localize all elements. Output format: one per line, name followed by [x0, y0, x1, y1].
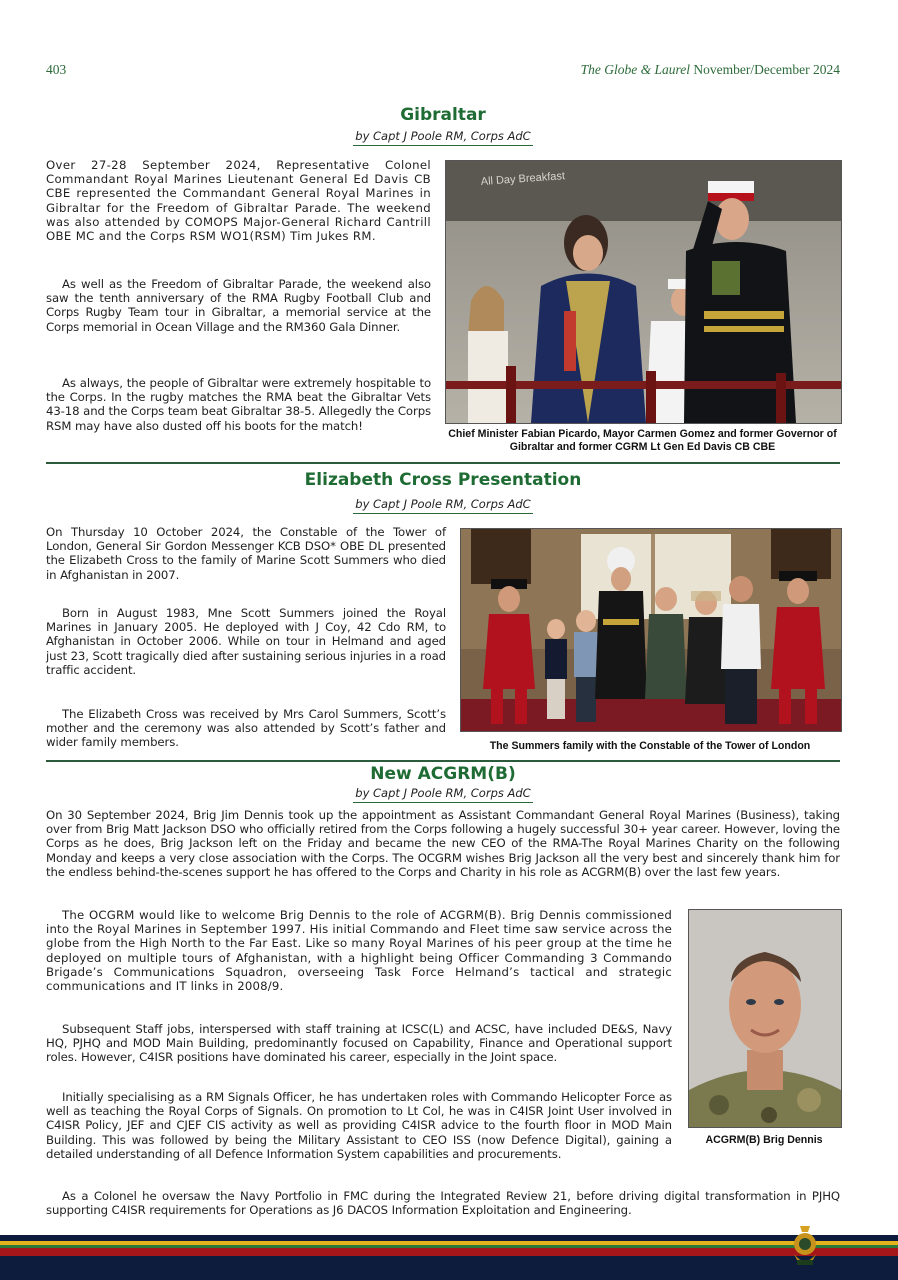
acgrm-paragraph-1: The OCGRM would like to welcome Brig Dennis to the role of ACGRM(B). Brig Dennis commissioned into the Royal Marines in September 1997. His initial Commando and Fleet time saw service across the globe from the High North to the Far East. Like so many Royal Marines of his peer group at the time he deployed on multiple tours of Afghanistan, with a highlight being Officer Commanding 3 Commando Brigade’s Communications Squadron, overseeing Task Force Helmand’s tactical and strategic communications and IT links in 2008/9.: [46, 908, 672, 994]
acgrm-paragraph-3: Initially specialising as a RM Signals Officer, he has undertaken roles with Commando Helicopter Force as well as teaching the Royal Corps of Signals. On promotion to Lt Col, he was in C4ISR Joint User involved in C4ISR Policy, JEF and CJEF CIS activity as well as providing C4ISR advice to the fourth floor in MOD Main Building. This was followed by being the Military Assistant to CEO ISS (now Defence Digital), gaining a detailed understanding of all Defence Information System capabilities and procurements.: [46, 1090, 672, 1161]
acgrm-paragraph-2: Subsequent Staff jobs, interspersed with staff training at ICSC(L) and ACSC, have included DE&S, Navy HQ, PJHQ and MOD Main Building, predominantly focused on Capability, Finance and Operational support roles. However, C4ISR positions have dominated his career, especially in the Joint space.: [46, 1022, 672, 1065]
acgrm-paragraph-4: As a Colonel he oversaw the Navy Portfolio in FMC during the Integrated Review 21, before driving digital transformation in PJHQ supporting C4ISR requirements for Operations as J6 DACOS Information Exploitation and Engineering.: [46, 1189, 840, 1218]
brig-dennis-illustration: [689, 910, 841, 1127]
footer-stripe-navy-bottom: [0, 1256, 898, 1280]
summers-family-illustration: [461, 529, 841, 731]
elizabeth-cross-paragraph-2: Born in August 1983, Mne Scott Summers joined the Royal Marines in January 2005. He deployed with J Coy, 42 Cdo RM, to Afghanistan in October 2006. While on tour in Helmand and aged just 23, Scott tragically died after sustaining serious injuries in a road traffic accident.: [46, 606, 446, 677]
gibraltar-paragraph-2: As well as the Freedom of Gibraltar Parade, the weekend also saw the tenth anniversary of the RMA Rugby Football Club and Corps Rugby Team tour in Gibraltar, a memorial service at the Corps memorial in Ocean Village and the RM360 Gala Dinner.: [46, 277, 431, 334]
brig-dennis-caption: ACGRM(B) Brig Dennis: [705, 1134, 823, 1146]
section-title-gibraltar: Gibraltar: [400, 105, 486, 125]
section-title-elizabeth-cross: Elizabeth Cross Presentation: [304, 470, 582, 490]
gibraltar-paragraph-1: Over 27-28 September 2024, Representative Colonel Commandant Royal Marines Lieutenant General Ed Davis CB CBE represented the Commandant General Royal Marines in Gibraltar for the Freedom of Gibraltar Parade. The weekend was also attended by COMOPS Major-General Richard Cantrill OBE MC and the Corps RSM WO1(RSM) Tim Jukes RM.: [46, 158, 431, 244]
gibraltar-photo-caption: Chief Minister Fabian Picardo, Mayor Carmen Gomez and former Governor of Gibraltar and former CGRM Lt Gen Ed Davis CB CBE: [448, 428, 837, 453]
brig-dennis-portrait: [688, 909, 842, 1128]
byline-new-acgrm: by Capt J Poole RM, Corps AdC: [46, 786, 840, 800]
summers-photo-caption: The Summers family with the Constable of the Tower of London: [489, 740, 811, 752]
royal-marines-crest-icon: [791, 1224, 819, 1268]
section-title-new-acgrm: New ACGRM(B): [370, 764, 516, 784]
magazine-title: The Globe & Laurel: [580, 62, 691, 77]
elizabeth-cross-paragraph-1: On Thursday 10 October 2024, the Constable of the Tower of London, General Sir Gordon Messenger KCB DSO* OBE DL presented the Elizabeth Cross to the family of Marine Scott Summers who died in Afghanistan in 2007.: [46, 525, 446, 582]
elizabeth-cross-paragraph-3: The Elizabeth Cross was received by Mrs Carol Summers, Scott’s mother and the ceremony was also attended by Scott’s father and wider family members.: [46, 707, 446, 750]
section-divider-2: [46, 760, 840, 762]
summers-family-photo: [460, 528, 842, 732]
gibraltar-paragraph-3: As always, the people of Gibraltar were extremely hospitable to the Corps. In the rugby matches the RMA beat the Gibraltar Vets 43-18 and the Corps team beat Gibraltar 38-5. Allegedly the Corps RSM may have also dusted off his boots for the match!: [46, 376, 431, 433]
cafe-sign-text: All Day Breakfast: [480, 170, 566, 188]
gibraltar-parade-illustration: [446, 161, 841, 423]
page-number: 403: [46, 62, 67, 77]
magazine-header: [581, 62, 840, 78]
byline-gibraltar: by Capt J Poole RM, Corps AdC: [46, 129, 840, 143]
section-divider-1: [46, 462, 840, 464]
gibraltar-parade-photo: [445, 160, 842, 424]
byline-elizabeth-cross: by Capt J Poole RM, Corps AdC: [46, 497, 840, 511]
footer-stripe-red: [0, 1248, 898, 1256]
acgrm-intro-paragraph: On 30 September 2024, Brig Jim Dennis took up the appointment as Assistant Commandant General Royal Marines (Business), taking over from Brig Matt Jackson DSO who officially retired from the Corps following a hugely successful 30+ year career. However, loving the Corps as he does, Brig Jackson left on the Friday and became the new CEO of the RMA-The Royal Marines Charity on the following Monday and keeps a very close association with the Corps. The OCGRM wishes Brig Jackson all the very best and sincerely thank him for the endless behind-the-scenes support he has offered to the Corps and Charity in his role as ACGRM(B) over the last few years.: [46, 808, 840, 879]
issue-date: November/December 2024: [693, 62, 840, 77]
